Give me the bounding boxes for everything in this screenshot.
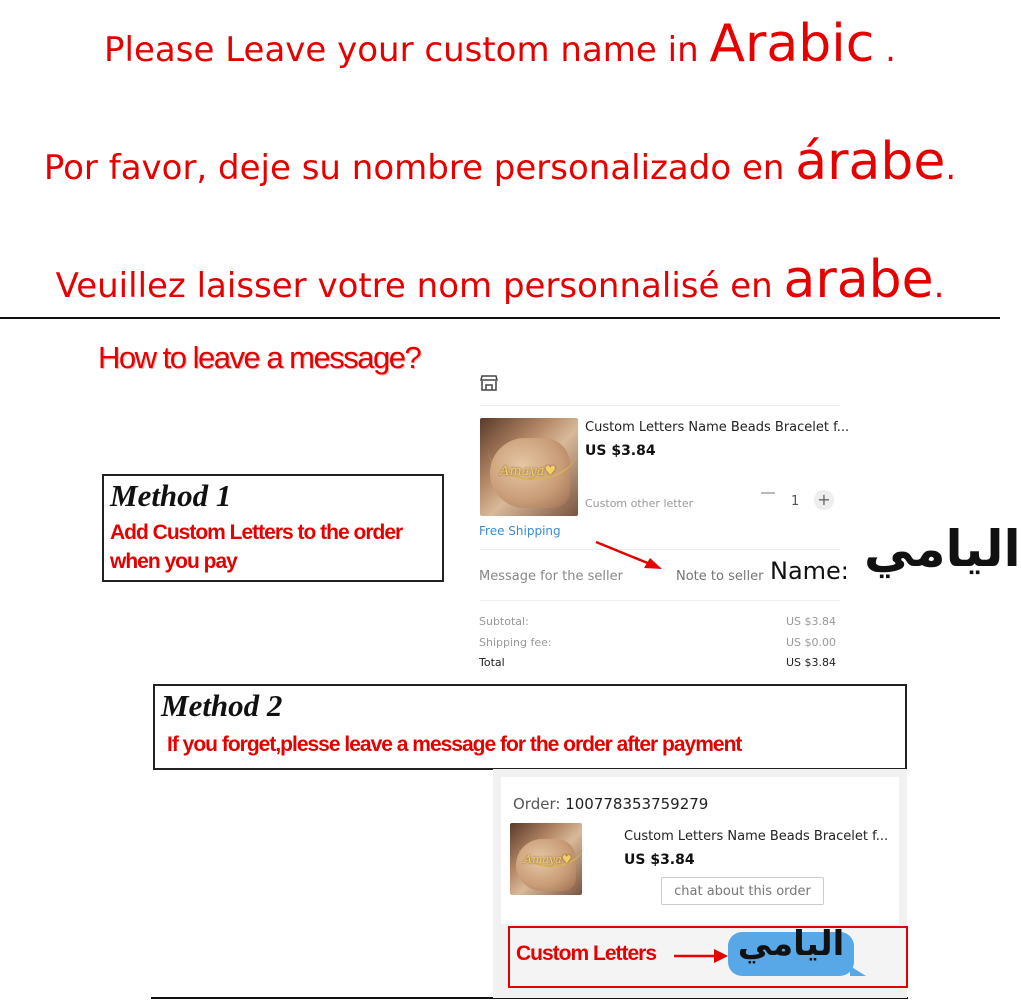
shipping-fee-value: US $0.00 xyxy=(785,636,836,649)
order-product-price: US $3.84 xyxy=(624,852,695,868)
headline-french: Veuillez laisser votre nom personnalisé en arabe. xyxy=(55,250,945,310)
section-divider xyxy=(0,317,1000,319)
product-title[interactable]: Custom Letters Name Beads Bracelet f... xyxy=(585,420,850,435)
order-number-label: Order: 100778353759279 xyxy=(513,795,709,813)
name-example-label: Name: xyxy=(770,557,849,585)
thumbnail-nameplate: Amaya♥ xyxy=(500,464,557,479)
chat-bubble-text: اليامي xyxy=(737,924,845,964)
name-example-arabic: اليامي xyxy=(864,520,1021,578)
method-1-description: Add Custom Letters to the order when you pay xyxy=(110,521,403,573)
arrow-right-icon xyxy=(672,944,730,968)
message-seller-label: Message for the seller xyxy=(479,569,623,584)
custom-letters-box xyxy=(508,926,908,988)
shipping-fee-label: Shipping fee: xyxy=(479,636,552,649)
order-number: 100778353759279 xyxy=(565,795,709,813)
method-2-box xyxy=(153,684,907,770)
method-1-box xyxy=(102,474,444,582)
product-price: US $3.84 xyxy=(585,443,656,459)
store-icon xyxy=(480,374,498,392)
headline-spanish: Por favor, deje su nombre personalizado en árabe. xyxy=(43,132,957,192)
note-to-seller-input[interactable] xyxy=(676,569,771,584)
free-shipping-label: Free Shipping xyxy=(479,524,561,538)
red-arrow-icon xyxy=(592,536,664,572)
total-value: US $3.84 xyxy=(785,656,836,669)
headline-english: Please Leave your custom name in Arabic . xyxy=(104,14,896,74)
order-screenshot xyxy=(493,769,907,998)
how-to-heading: How to leave a message? xyxy=(98,340,421,375)
chat-bubble xyxy=(728,924,854,976)
subtotal-value: US $3.84 xyxy=(785,615,836,628)
quantity-value: 1 xyxy=(791,494,800,509)
variant-label: Custom other letter xyxy=(585,497,694,510)
order-card xyxy=(501,777,899,924)
chat-about-order-button[interactable]: chat about this order xyxy=(661,877,824,905)
custom-letters-label: Custom Letters xyxy=(516,942,657,965)
product-thumbnail[interactable] xyxy=(480,418,578,516)
method-2-title: Method 2 xyxy=(161,688,283,723)
total-label: Total xyxy=(479,656,505,669)
divider xyxy=(480,600,840,601)
quantity-minus-button[interactable] xyxy=(761,492,775,494)
order-product-title[interactable]: Custom Letters Name Beads Bracelet f... xyxy=(624,829,889,844)
method-1-title: Method 1 xyxy=(110,478,232,513)
quantity-plus-button[interactable]: + xyxy=(814,490,834,510)
order-product-thumbnail[interactable] xyxy=(510,823,582,895)
subtotal-label: Subtotal: xyxy=(479,615,529,628)
checkout-screenshot xyxy=(468,356,848,676)
divider xyxy=(480,405,840,406)
order-thumbnail-nameplate: Amaya♥ xyxy=(524,853,572,866)
method-2-description: If you forget,plesse leave a message for the order after payment xyxy=(167,733,742,756)
